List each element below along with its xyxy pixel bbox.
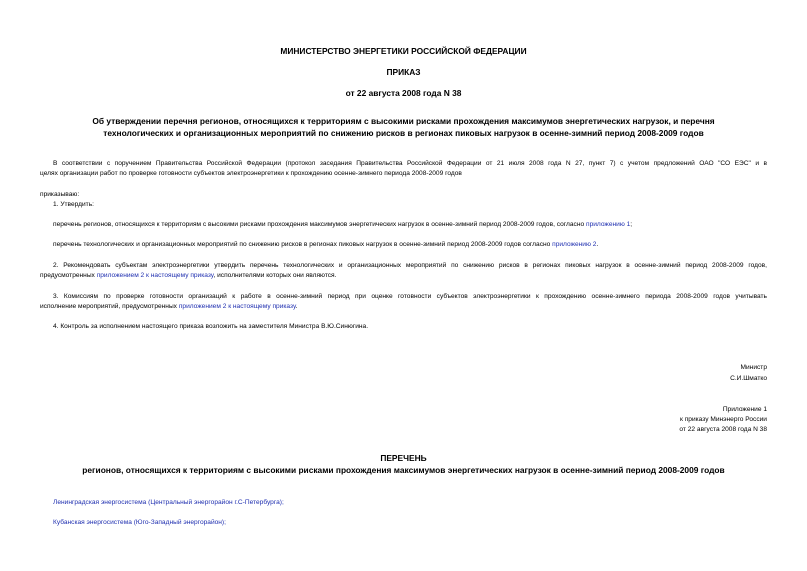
item-2-appendix-2-link[interactable]: приложением 2 к настоящему приказу xyxy=(96,272,214,279)
order-word: приказываю: xyxy=(40,191,80,198)
appendix-2-link[interactable]: приложению 2 xyxy=(552,241,597,248)
region-list-item[interactable]: Кубанская энергосистема (Юго-Западный энергорайон); xyxy=(53,519,226,526)
item-1b-end: . xyxy=(596,241,599,248)
item-1b-text: перечень технологических и организационных мероприятий по снижению рисков в регионах пиковых нагрузок в осенне-зимний период 2008-2009 годов согласно xyxy=(53,241,553,248)
appendix-ref-date: от 22 августа 2008 года N 38 xyxy=(679,426,767,433)
item-2-line-2 xyxy=(40,270,336,281)
item-1: 1. Утвердить: xyxy=(53,201,94,208)
item-3-line-2 xyxy=(40,301,297,312)
ministry-name: МИНИСТЕРСТВО ЭНЕРГЕТИКИ РОССИЙСКОЙ ФЕДЕРАЦИИ xyxy=(280,46,527,56)
appendix-label: Приложение 1 xyxy=(722,406,767,413)
signature-position: Министр xyxy=(740,364,767,371)
preamble-line-2: целях организации работ по проверке готовности субъектов электроэнергетики к прохождению осенне-зимнего периода 2008-2009 годов xyxy=(40,170,462,177)
preamble-line-1: В соответствии с поручением Правительства Российской Федерации (протокол заседания Правительства Российской Федерации от 21 июля 2008 года N 27, пункт 7) с учетом предложений ОАО "СО ЕЭС" и в xyxy=(53,160,767,167)
item-1a-text: перечень регионов, относящихся к территориям с высокими рисками прохождения максимумов энергетических нагрузок в осенне-зимний период 2008-2009 годов, согласно xyxy=(53,221,586,228)
doc-title-line-1: Об утверждении перечня регионов, относящихся к территориям с высокими рисками прохождения максимумов энергетических нагрузок, и перечня xyxy=(92,116,715,126)
doc-type: ПРИКАЗ xyxy=(386,67,421,77)
item-2-line-1: 2. Рекомендовать субъектам электроэнергетики утвердить перечень технологических и организационных мероприятий по снижению рисков в регионах пиковых нагрузок в осенне-зимний период 2008-2009 годов, xyxy=(53,262,767,269)
doc-date-number: от 22 августа 2008 года N 38 xyxy=(345,88,462,98)
item-1a-end: ; xyxy=(630,221,633,228)
appendix-subheading: регионов, относящихся к территориям с высокими рисками прохождения максимумов энергетических нагрузок в осенне-зимний период 2008-2009 годов xyxy=(82,465,725,475)
region-list-item[interactable]: Ленинградская энергосистема (Центральный энергорайон г.С-Петербурга); xyxy=(53,499,284,506)
item-2-end: , исполнителями которых они являются. xyxy=(213,272,337,279)
item-3-end: . xyxy=(295,303,298,310)
item-2-text: предусмотренных xyxy=(40,272,97,279)
item-3-line-1: 3. Комиссиям по проверке готовности организаций к работе в осенне-зимний период при оценке готовности субъектов электроэнергетики к прохождению осенне-зимнего периода 2008-2009 годов учитывать xyxy=(53,293,767,300)
item-3-text: исполнение мероприятий, предусмотренных xyxy=(40,303,179,310)
doc-title-line-2: технологических и организационных мероприятий по снижению рисков в регионах пиковых нагрузок в осенне-зимний период 2008-2009 годов xyxy=(103,128,704,138)
item-1a xyxy=(53,219,632,230)
appendix-ref-order: к приказу Минэнерго России xyxy=(680,416,767,423)
item-4: 4. Контроль за исполнением настоящего приказа возложить на заместителя Министра В.Ю.Синюгина. xyxy=(53,323,369,330)
item-1b xyxy=(53,239,598,250)
item-3-appendix-2-link[interactable]: приложением 2 к настоящему приказу xyxy=(178,303,296,310)
appendix-1-link[interactable]: приложению 1 xyxy=(586,221,631,228)
appendix-heading: ПЕРЕЧЕНЬ xyxy=(380,453,427,463)
signature-name: С.И.Шматко xyxy=(730,375,767,382)
